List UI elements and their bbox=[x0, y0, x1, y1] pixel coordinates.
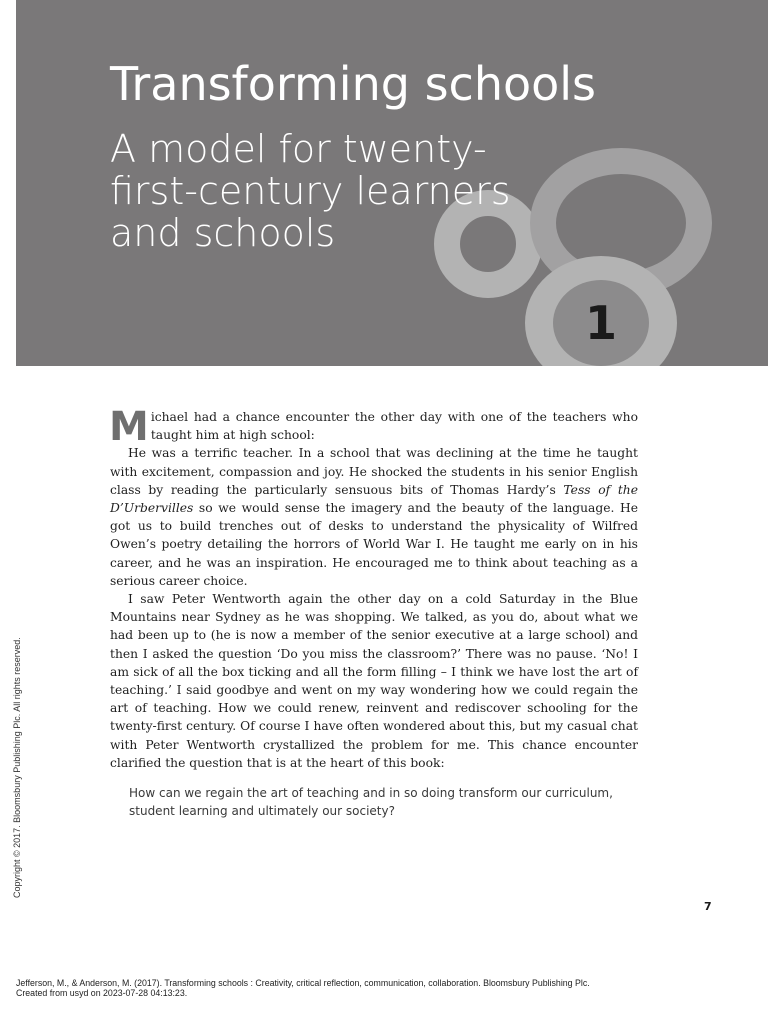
chapter-subtitle: A model for twenty-first-century learners and schools bbox=[110, 127, 511, 255]
paragraph-opening bbox=[109, 404, 638, 450]
chapter-number: 1 bbox=[553, 280, 649, 366]
paragraph-teacher-recollection bbox=[110, 444, 638, 590]
drop-cap: M bbox=[109, 404, 149, 450]
citation-footer bbox=[16, 978, 756, 998]
side-copyright-notice: Copyright © 2017. Bloomsbury Publishing Plc. All rights reserved. bbox=[12, 637, 22, 898]
paragraph-opening-text: ichael had a chance encounter the other day with one of the teachers who taught him at high school: bbox=[150, 410, 638, 443]
book-title-italic: Tess of the D’Urbervilles bbox=[110, 482, 638, 516]
chapter-body bbox=[109, 404, 638, 772]
paragraph-peter-wentworth: I saw Peter Wentworth again the other day on a cold Saturday in the Blue Mountains near Sydney as he was shopping. We talked, as you do, about what we had been up to (he is now a member of the senior executive at a large school) and then I asked the question ‘Do you miss the classroom?’ There was no pause. ‘No! I am sick of all the box ticking and all the form filling – I think we have lost the art of teaching.’ I said goodbye and went on my way wondering how we could regain the art of teaching. How we could renew, reinvent and rediscover schooling for the twenty-first century. Of course I have often wondered about this, but my casual chat with Peter Wentworth crystallized the problem for me. This chance encounter clarified the question that is at the heart of this book: bbox=[110, 592, 638, 770]
page-number: 7 bbox=[704, 900, 712, 913]
citation-line: Jefferson, M., & Anderson, M. (2017). Transforming schools : Creativity, critical reflection, communication, collaboration. Bloomsbury Publishing Plc. bbox=[16, 978, 590, 988]
paragraph-text: so we would sense the imagery and the beauty of the language. He got us to build trenches out of desks to understand the physicality of Wilfred Owen’s poetry detailing the horrors of World War I. He taught me early on in his career, and he was an inspiration. He encouraged me to think about teaching as a serious career choice. bbox=[110, 501, 638, 588]
key-question-quote: How can we regain the art of teaching and in so doing transform our curriculum, student learning and ultimately our society? bbox=[129, 786, 613, 818]
chapter-title: Transforming schools bbox=[110, 57, 597, 111]
created-from-line: Created from usyd on 2023-07-28 04:13:23. bbox=[16, 988, 188, 998]
paragraph-text: He was a terrific teacher. In a school that was declining at the time he taught with excitement, compassion and joy. He shocked the students in his senior English class by reading the particularly sensuous bits of Thomas Hardy’s bbox=[110, 446, 638, 497]
